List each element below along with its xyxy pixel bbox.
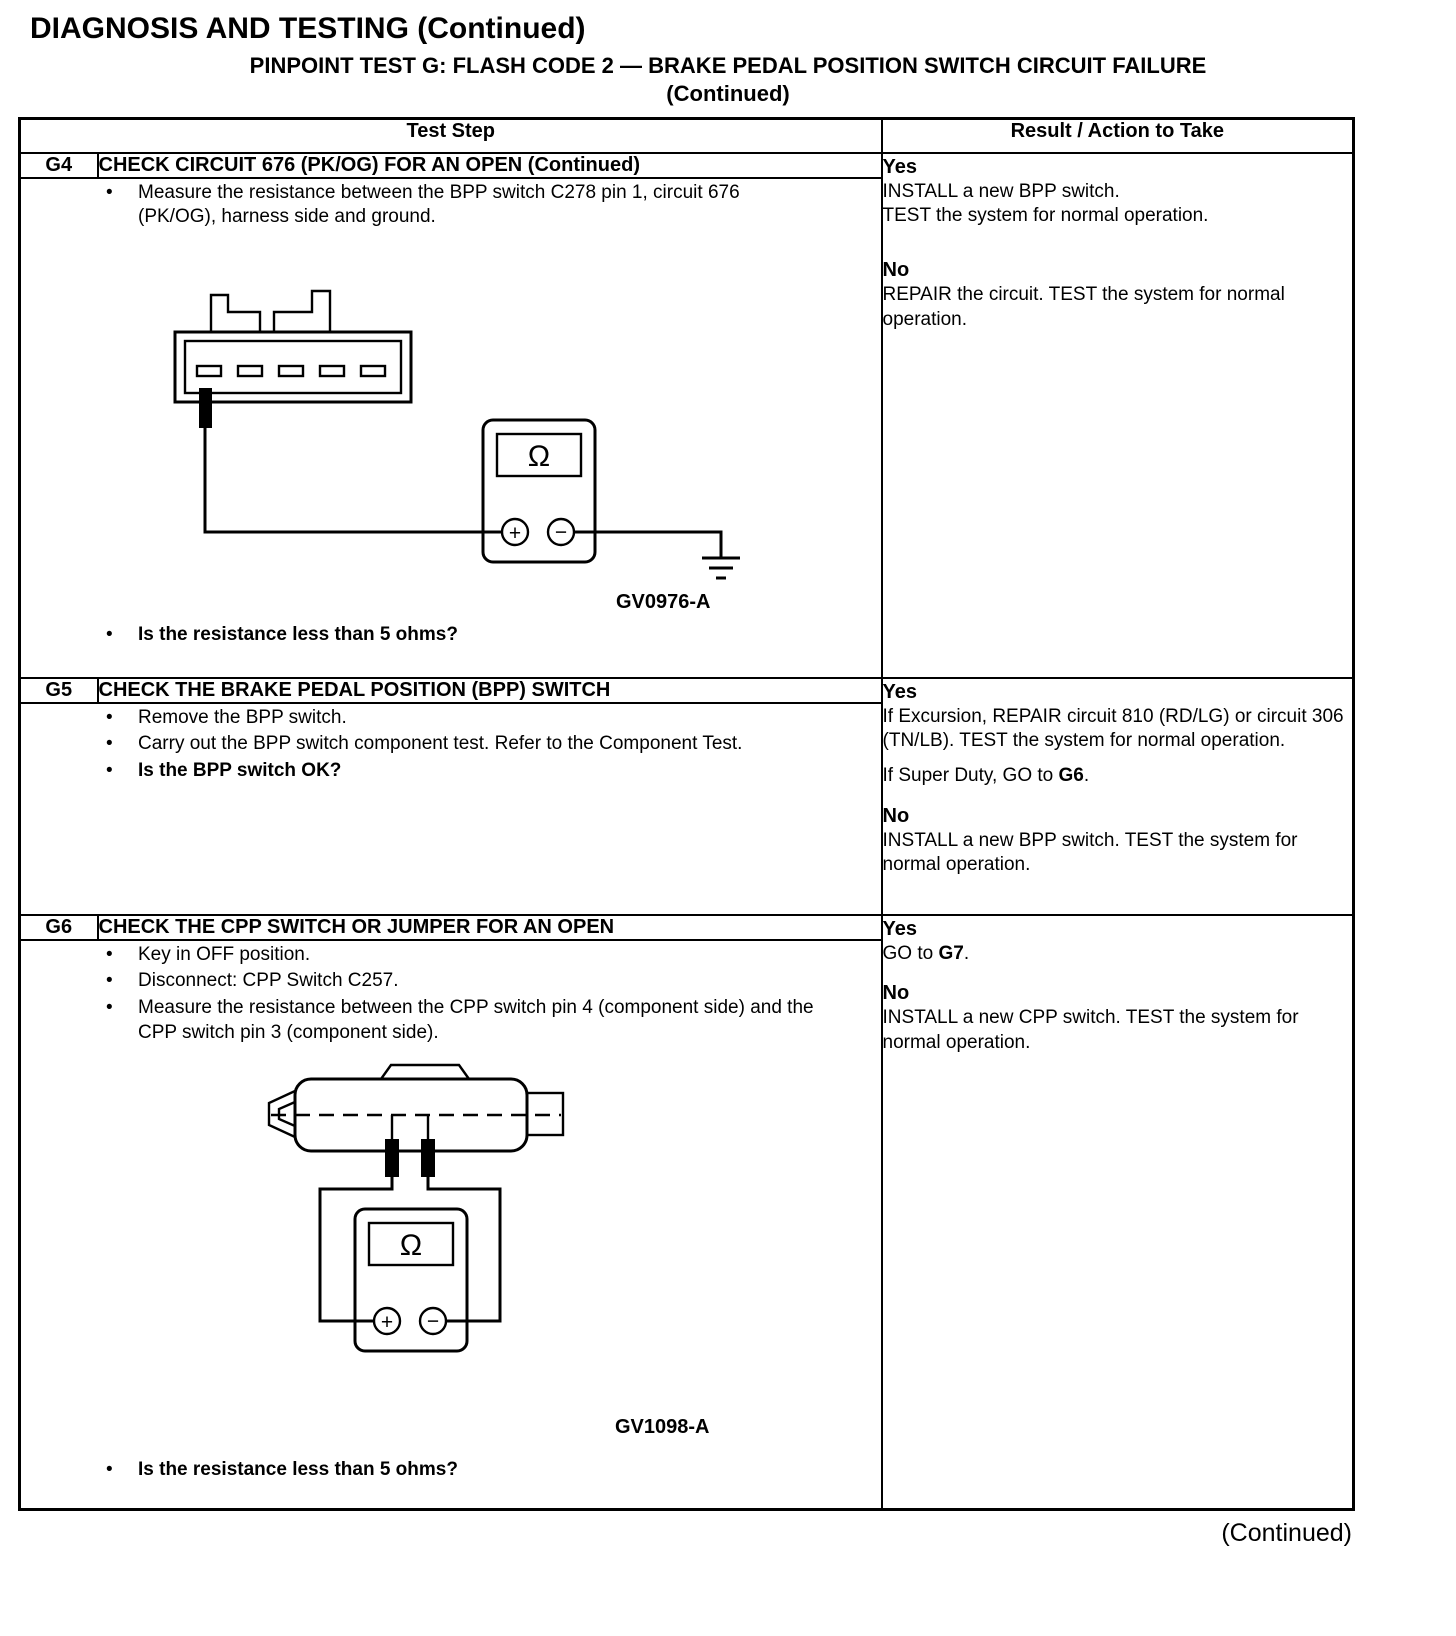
g4-no-text: REPAIR the circuit. TEST the system for normal operation. — [882, 283, 1285, 330]
bullet-dot — [106, 969, 138, 994]
g6-goto-target: G7 — [938, 942, 964, 964]
g4-bullet-measure: • Measure the resistance between the BPP switch C278 pin 1, circuit 676 (PK/OG), harness side and ground. — [106, 181, 881, 230]
step-id-g4: G4 — [20, 153, 98, 178]
step-g4-header-row — [20, 153, 1354, 178]
figure-label-g4: GV0976-A — [616, 590, 711, 613]
ohmmeter-icon — [355, 1209, 467, 1351]
g5-yes-text: If Excursion, REPAIR circuit 810 (RD/LG) or circuit 306 (TN/LB). TEST the system for normal operation. — [882, 705, 1344, 752]
probe-pin-4 — [385, 1139, 399, 1177]
probe-pin — [199, 388, 212, 428]
g5-bullet-remove: • Remove the BPP switch. — [106, 706, 881, 731]
bullet-dot — [106, 181, 138, 230]
result-cell-g5 — [882, 678, 1354, 915]
g5-goto-target: G6 — [1058, 764, 1084, 786]
step-g5-header-row — [20, 678, 1354, 703]
test-lead-left — [205, 428, 502, 532]
g4-yes-line2: TEST the system for normal operation. — [882, 205, 1209, 227]
g6-bullet-disconnect: • Disconnect: CPP Switch C257. — [106, 969, 881, 994]
g4-no-label: No — [882, 258, 910, 281]
step-title-g6: CHECK THE CPP SWITCH OR JUMPER FOR AN OPEN — [98, 915, 882, 940]
minus-terminal: − — [426, 1310, 440, 1334]
cpp-switch-multimeter-figure — [263, 1061, 783, 1456]
minus-terminal: − — [554, 520, 568, 544]
table-header-row — [20, 119, 1354, 153]
g6-no-text: INSTALL a new CPP switch. TEST the system for normal operation. — [882, 1007, 1299, 1053]
probe-pin-3 — [421, 1139, 435, 1177]
pinpoint-test-heading-line2: (Continued) — [666, 80, 790, 106]
g5-goto-line: If Super Duty, GO to G6. — [882, 764, 1090, 786]
g6-bullet-key-off: • Key in OFF position. — [106, 943, 881, 968]
g6-bullet-measure: • Measure the resistance between the CPP switch pin 4 (component side) and the CPP switch pin 3 (component side). — [106, 996, 881, 1045]
g5-question: • Is the BPP switch OK? — [106, 759, 881, 784]
g5-yes-label: Yes — [882, 680, 917, 703]
step-body-g6 — [20, 940, 882, 1510]
result-column-header: Result / Action to Take — [882, 119, 1354, 153]
result-cell-g6 — [882, 915, 1354, 1510]
g5-no-text: INSTALL a new BPP switch. TEST the system for normal operation. — [882, 829, 1298, 876]
page-continued-footer: (Continued) — [1221, 1519, 1352, 1547]
step-title-g5: CHECK THE BRAKE PEDAL POSITION (BPP) SWITCH — [98, 678, 882, 703]
g4-question: • Is the resistance less than 5 ohms? — [106, 623, 881, 648]
bullet-dot — [106, 623, 138, 648]
bullet-dot — [106, 759, 138, 784]
result-cell-g4 — [882, 153, 1354, 678]
step-title-g4: CHECK CIRCUIT 676 (PK/OG) FOR AN OPEN (Continued) — [98, 153, 882, 178]
plus-terminal: + — [508, 521, 522, 545]
ohm-symbol: Ω — [399, 1229, 423, 1263]
bullet-dot — [106, 1458, 138, 1483]
bullet-dot — [106, 732, 138, 757]
test-lead-right — [428, 1177, 500, 1321]
ohmmeter-icon — [483, 420, 595, 562]
ohm-symbol: Ω — [527, 439, 551, 473]
g5-no-label: No — [882, 804, 910, 827]
g4-yes-label: Yes — [882, 155, 917, 178]
plus-terminal: + — [380, 1311, 394, 1335]
g6-no-label: No — [882, 982, 910, 1005]
step-body-g5 — [20, 703, 882, 915]
step-g6-header-row — [20, 915, 1354, 940]
ground-symbol-icon — [702, 558, 740, 578]
pinpoint-test-heading — [0, 52, 1456, 107]
g4-yes-line1: INSTALL a new BPP switch. — [882, 180, 1120, 202]
bullet-dot — [106, 943, 138, 968]
test-step-column-header: Test Step — [20, 119, 882, 153]
bullet-dot — [106, 706, 138, 731]
page-title: DIAGNOSIS AND TESTING (Continued) — [30, 12, 586, 45]
step-body-g4 — [20, 178, 882, 678]
step-id-g6: G6 — [20, 915, 98, 940]
pinpoint-test-heading-line1: PINPOINT TEST G: FLASH CODE 2 — BRAKE PEDAL POSITION SWITCH CIRCUIT FAILURE — [249, 53, 1207, 78]
step-id-g5: G5 — [20, 678, 98, 703]
g5-bullet-component-test: • Carry out the BPP switch component test. Refer to the Component Test. — [106, 732, 881, 757]
cpp-switch-body — [269, 1065, 563, 1151]
figure-label-g6: GV1098-A — [615, 1416, 710, 1439]
g6-goto-line: GO to G7. — [882, 942, 970, 964]
g6-question: • Is the resistance less than 5 ohms? — [106, 1458, 881, 1483]
bpp-connector-multimeter-figure — [161, 282, 781, 617]
bullet-dot — [106, 996, 138, 1045]
pinpoint-test-table — [18, 117, 1355, 1511]
connector-latch-icons — [211, 291, 330, 332]
g6-yes-label: Yes — [882, 917, 917, 940]
